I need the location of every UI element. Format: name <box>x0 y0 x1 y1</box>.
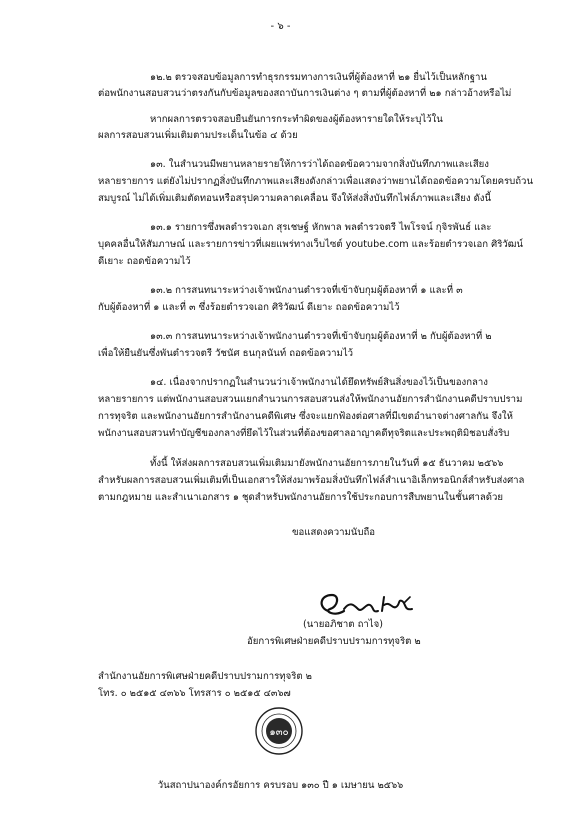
office-contact: โทร. ๐ ๒๕๑๕ ๔๓๖๖ โทรสาร ๐ ๒๕๑๕ ๔๓๖๗ <box>98 688 291 699</box>
paragraph-12-2-line-1: ๑๒.๒ ตรวจสอบข้อมูลการทำธุรกรรมทางการเงินที่ผู้ต้องหาที่ ๒๑ ยื่นไว้เป็นหลักฐาน <box>150 72 487 83</box>
paragraph-12-2-line-2: ต่อพนักงานสอบสวนว่าตรงกันกับข้อมูลของสถาบันการเงินต่าง ๆ ตามที่ผู้ต้องหาที่ ๒๑ กล่าวอ้างหรือไม่ <box>98 88 512 99</box>
paragraph-13-1-line-3: ดีเยาะ ถอดข้อความไว้ <box>98 256 191 267</box>
paragraph-final-line-2: สำหรับผลการสอบสวนเพิ่มเติมที่เป็นเอกสารให้ส่งมาพร้อมสิ่งบันทึกไฟล์สำเนาอิเล็กทรอนิกส์สำหรับส่งศาล <box>98 475 525 486</box>
footer-anniversary: วันสถาปนาองค์กรอัยการ ครบรอบ ๑๓๐ ปี ๑ เมษายน ๒๕๖๖ <box>157 780 404 791</box>
paragraph-13-line-3: สมบูรณ์ ไม่ได้เพิ่มเติมตัดทอนหรือสรุปความคลาดเคลื่อน จึงให้ส่งสิ่งบันทึกไฟล์ภาพและเสียง ดังนี้ <box>98 193 492 204</box>
paragraph-result-line-2: ผลการสอบสวนเพิ่มเติมตามประเด็นในข้อ ๔ ด้วย <box>98 130 298 141</box>
paragraph-13-3-line-1: ๑๓.๓ การสนทนาระหว่างเจ้าพนักงานตำรวจที่เข้าจับกุมผู้ต้องหาที่ ๒ กับผู้ต้องหาที่ ๒ <box>150 331 492 342</box>
office-name: สำนักงานอัยการพิเศษฝ่ายคดีปราบปรามการทุจริต ๒ <box>98 671 312 682</box>
paragraph-final-line-1: ทั้งนี้ ให้ส่งผลการสอบสวนเพิ่มเติมมายังพนักงานอัยการภายในวันที่ ๑๕ ธันวาคม ๒๕๖๖ <box>150 458 504 469</box>
prosecutor-seal-icon <box>254 706 304 756</box>
paragraph-13-3-line-2: เพื่อให้ยืนยันซึ่งพันตำรวจตรี วัชนัศ ธนกุลนันท์ ถอดข้อความไว้ <box>98 348 354 359</box>
paragraph-14-line-4: พนักงานสอบสวนทำบัญชีของกลางที่ยึดไว้ในส่วนที่ต้องขอศาลอาญาคดีทุจริตและประพฤติมิชอบสั่งริบ <box>98 428 510 439</box>
page-number: - ๖ - <box>270 21 291 32</box>
paragraph-13-line-2: หลายรายการ แต่ยังไม่ปรากฏสิ่งบันทึกภาพและเสียงดังกล่าวเพื่อแสดงว่าพยานได้ถอดข้อความโดยครบถ้วน <box>98 176 534 187</box>
paragraph-14-line-1: ๑๔. เนื่องจากปรากฏในสำนวนว่าเจ้าพนักงานได้ยึดทรัพย์สินสิ่งของไว้เป็นของกลาง <box>150 377 488 388</box>
paragraph-13-2-line-2: กับผู้ต้องหาที่ ๑ และที่ ๓ ซึ่งร้อยตำรวจเอก ศิริวัฒน์ ดีเยาะ ถอดข้อความไว้ <box>98 302 400 313</box>
paragraph-13-1-line-1: ๑๓.๑ รายการซึ่งพลตำรวจเอก สุรเชษฐ์ หักพาล พลตำรวจตรี ไพโรจน์ กุจิรพันธ์ และ <box>150 222 492 233</box>
paragraph-13-line-1: ๑๓. ในสำนวนมีพยานหลายรายให้การว่าได้ถอดข้อความจากสิ่งบันทึกภาพและเสียง <box>150 159 489 170</box>
paragraph-13-1-line-2: บุคคลอื่นให้สัมภาษณ์ และรายการข่าวที่เผยแพร่ทางเว็บไซต์ youtube.com และร้อยตำรวจเอก ศิริวัฒน์ <box>98 239 523 250</box>
paragraph-14-line-3: การทุจริต และพนักงานอัยการสำนักงานคดีพิเศษ ซึ่งจะแยกฟ้องต่อศาลที่มีเขตอำนาจต่างศาลกัน จึงให้ <box>98 411 513 422</box>
paragraph-final-line-3: ตามกฎหมาย และสำเนาเอกสาร ๑ ชุดสำหรับพนักงานอัยการใช้ประกอบการสืบพยานในชั้นศาลด้วย <box>98 492 503 503</box>
closing-salutation: ขอแสดงความนับถือ <box>292 527 376 538</box>
paragraph-result-line-1: หากผลการตรวจสอบยืนยันการกระทำผิดของผู้ต้องหารายใดให้ระบุไว้ใน <box>150 114 443 125</box>
svg-text:๑๓๐: ๑๓๐ <box>269 727 289 738</box>
paragraph-14-line-2: หลายรายการ แต่พนักงานสอบสวนแยกสำนวนการสอบสวนส่งให้พนักงานอัยการสำนักงานคดีปราบปราม <box>98 394 523 405</box>
signer-title: อัยการพิเศษฝ่ายคดีปราบปรามการทุจริต ๒ <box>247 636 421 647</box>
signer-name: (นายอภิชาต ถาไจ) <box>303 619 383 630</box>
paragraph-13-2-line-1: ๑๓.๒ การสนทนาระหว่างเจ้าพนักงานตำรวจที่เข้าจับกุมผู้ต้องหาที่ ๑ และที่ ๓ <box>150 285 463 296</box>
